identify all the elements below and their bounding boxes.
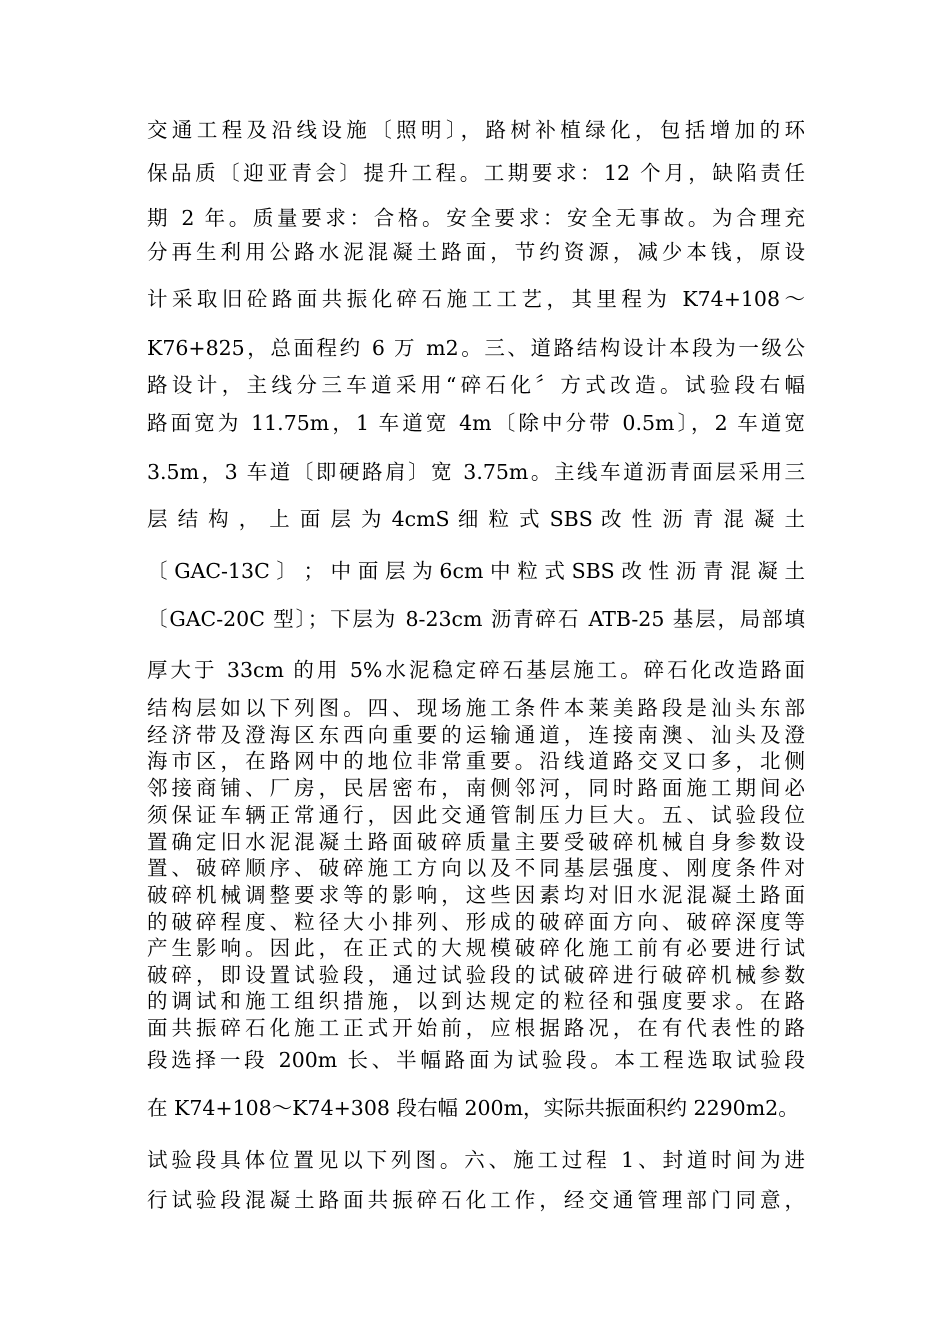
text-line: 行试验段混凝土路面共振碎石化工作，经交通管理部门同意，: [147, 1188, 805, 1212]
text-line: 〔GAC-20C 型〕；下层为 8-23cm 沥青碎石 ATB-25 基层，局部填: [147, 607, 805, 631]
text-line: 保品质〔迎亚青会〕提升工程。工期要求：12 个月，缺陷责任: [147, 161, 805, 185]
text-line: 试验段具体位置见以下列图。六、施工过程 1、封道时间为进: [147, 1148, 805, 1172]
text-line: 置、破碎顺序、破碎施工方向以及不同基层强度、刚度条件对: [147, 856, 805, 880]
text-line: K76+825，总面程约 6 万 m2。三、道路结构设计本段为一级公: [147, 336, 805, 360]
text-line: 交通工程及沿线设施〔照明〕，路树补植绿化，包括增加的环: [147, 118, 805, 142]
text-line: 路面宽为 11.75m，1 车道宽 4m〔除中分带 0.5m〕，2 车道宽: [147, 411, 805, 435]
text-line: 层 结 构 ， 上 面 层 为 4cmS 细 粒 式 SBS 改 性 沥 青 混 凝 土: [147, 507, 805, 531]
text-line: 分再生利用公路水泥混凝土路面，节约资源，减少本钱，原设: [147, 240, 805, 264]
text-line: 产生影响。因此，在正式的大规模破碎化施工前有必要进行试: [147, 936, 805, 960]
text-line: 海市区，在路网中的地位非常重要。沿线道路交叉口多，北侧: [147, 749, 805, 773]
text-line: 段选择一段 200m 长、半幅路面为试验段。本工程选取试验段: [147, 1048, 805, 1072]
text-line: 3.5m，3 车道〔即硬路肩〕宽 3.75m。主线车道沥青面层采用三: [147, 460, 805, 484]
text-line: 在 K74+108～K74+308 段右幅 200m，实际共振面积约 2290m2。: [147, 1096, 799, 1120]
text-line: 须保证车辆正常通行，因此交通管制压力巨大。五、试验段位: [147, 803, 805, 827]
text-line: 经济带及澄海区东西向重要的运输通道，连接南澳、汕头及澄: [147, 723, 805, 747]
text-line: 破碎，即设置试验段，通过试验段的试破碎进行破碎机械参数: [147, 963, 805, 987]
text-line: 厚大于 33cm 的用 5%水泥稳定碎石基层施工。碎石化改造路面: [147, 658, 805, 682]
text-line: 邻接商铺、厂房，民居密布，南侧邻河，同时路面施工期间必: [147, 776, 805, 800]
text-line: 的破碎程度、粒径大小排列、形成的破碎面方向、破碎深度等: [147, 910, 805, 934]
text-line: 的调试和施工组织措施，以到达规定的粒径和强度要求。在路: [147, 989, 805, 1013]
text-line: 破碎机械调整要求等的影响，这些因素均对旧水泥混凝土路面: [147, 883, 805, 907]
text-line: 结构层如以下列图。四、现场施工条件本莱美路段是汕头东部: [147, 696, 805, 720]
text-line: 期 2 年。质量要求：合格。安全要求：安全无事故。为合理充: [147, 206, 805, 230]
text-line: 路设计，主线分三车道采用“碎石化〞方式改造。试验段右幅: [147, 373, 805, 397]
text-line: 置确定旧水泥混凝土路面破碎质量主要受破碎机械自身参数设: [147, 830, 805, 854]
text-line: 〔 GAC-13C 〕 ； 中 面 层 为 6cm 中 粒 式 SBS 改 性 沥 青 混 凝 土: [147, 559, 805, 583]
text-line: 计采取旧砼路面共振化碎石施工工艺，其里程为 K74+108～: [147, 287, 805, 311]
text-line: 面共振碎石化施工正式开始前，应根据路况，在有代表性的路: [147, 1016, 805, 1040]
